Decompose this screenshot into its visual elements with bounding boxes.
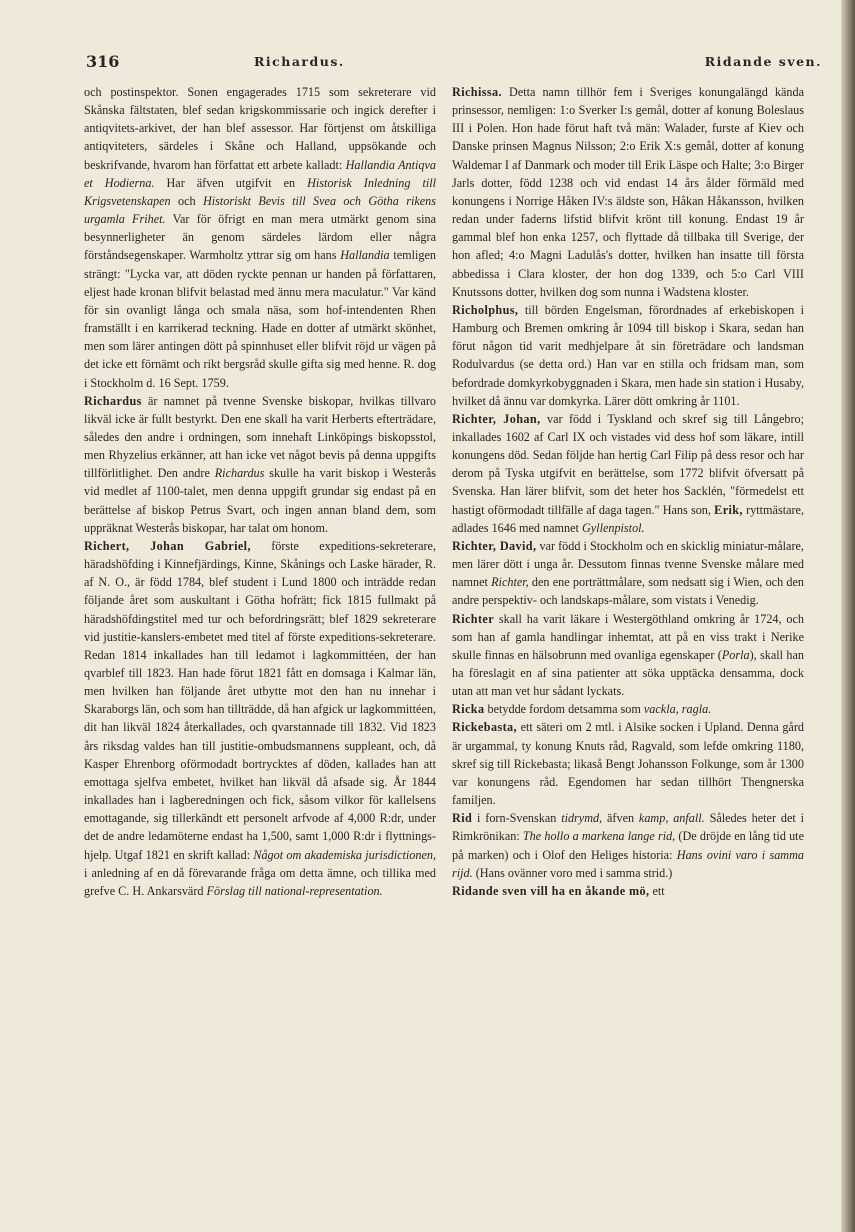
body-text: ryttmästare, adlades 1646 med namnet	[452, 502, 805, 535]
italic-text: Gyllenpistol.	[581, 520, 645, 535]
body-text: temligen strängt: "Lycka var, att döden ryckte pennan ur handen på författaren, eljest hade kronan blifvit belastad med ännu mera maculatur." Var känd för sin ovanligt långa och smala näsa, som hof-intendenten Rhen framställt i en karrikerad teckning. Hade en dotter af utmärkt skönhet, men som lärer antingen dött på spinnhuset eller blifvit röjd ur vägen på det icke ett förnämt och rikt bergsråd skulle gifta sig med henne. R. dog i Stockholm d. 16 Sept. 1759.	[84, 248, 436, 390]
entry-headword: Richter, Johan,	[452, 411, 541, 426]
right-running-head: Ridande sven.	[704, 54, 822, 69]
text-paragraph	[84, 392, 436, 537]
body-text: Detta namn tillhör fem i Sveriges konungalängd kända prinsessor, nemligen: 1:o Sverker I:s gemål, dotter af konung Boleslaus III i Polen. Hon hade förut haft två män: Walader, furste af Kiev och Danske prinsen Magnus Nilsson; 2:o Erik X:s gemål, dotter af konung Waldemar I af Danmark och moder till Erik Läspe och Halte; 3:o Birger Jarls dotter, född 1238 och vid endast 14 års ålder förmäld med konungens i Norrige Håken IV:s äldste son, Håkan Håkansson, hvilken redan under faderns lifstid blifvit krönt till konung. Endast 19 år gammal blef hon enka 1257, och flyttade då tillbaka till Sverige, der hon afled; 4:o Magni Ladulås's dotter, hvilken han insatte till första abbedissa i Clara kloster, der hon dog 1339, och 5:o Carl VIII Knutssons dotter, hvilken dog som nunna i Wadstena kloster.	[452, 85, 804, 299]
entry-headword: Richter, David,	[452, 538, 537, 553]
body-text: den ene porträttmålare, som nedsatt sig i Wien, och den andre perspektiv- och landskaps-målare, som vistats i Venedig.	[452, 575, 804, 608]
text-paragraph	[84, 537, 436, 900]
text-paragraph	[452, 809, 804, 882]
entry-headword: Ricka	[452, 702, 485, 717]
left-running-head: Richardus.	[254, 54, 345, 69]
entry-headword: Ridande sven vill ha en åkande mö,	[452, 883, 650, 898]
entry-headword: Rid	[452, 811, 473, 826]
italic-text: Richter,	[491, 575, 529, 590]
body-text: äfven	[602, 811, 639, 826]
body-text: ett säteri om 2 mtl. i Alsike socken i Upland. Denna gård är urgammal, ty konung Knuts råd, Ragvald, som lefde omkring 1180, skref sig till Rickebasta; likaså Bengt Johansson Folkunge, som år 1300 var konungens råd. Egendomen har sedan tillhört Thengnerska familjen.	[452, 720, 804, 808]
body-text: till börden Engelsman, förordnades af erkebiskopen i Hamburg och Bremen omkring år 1094 till biskop i Skara, sedan han förut någon tid varit medhjelpare åt sin företrädare och landsman Rodulvardus (se detta ord.) Han var en stilla och fridsam man, som befordrade domkyrkobyggnaden i Skara, men hade sin station i Husaby, hvilket då ännu var domkyrka. Lärer dött omkring år 1101.	[452, 302, 804, 408]
entry-headword: Richert, Johan Gabriel,	[84, 538, 251, 553]
italic-text: Richardus	[214, 466, 265, 481]
entry-headword: Richissa.	[452, 85, 502, 99]
entry-headword: Richolphus,	[452, 302, 519, 317]
italic-text: Hallandia Antiqva et Hodierna.	[84, 157, 436, 190]
italic-text: kamp, anfall.	[638, 811, 705, 826]
page-number: 316	[86, 52, 120, 71]
body-text: skulle ha varit biskop i Westerås vid medlet af 1100-talet, men denna uppgift grundar sig endast på en berättelse af biskop Petrus Svart, och ingen annan bland dem, som uppräknat Westerås biskopar, har talat om honom.	[84, 466, 436, 535]
entry-headword: Rickebasta,	[452, 720, 517, 735]
italic-text: Hallandia	[340, 248, 390, 263]
body-text: var född i Tyskland och skref sig till Långebro; inkallades 1602 af Carl IX och vistades vid dess hof som läkare, intill konungens död. Sedan följde han hertig Carl Filip på dess resor och har derom på Tyska utgifvit en berättelse, som 1772 blifvit öfversatt på Svenska. Han lärer blifvit, som det heter hos Sacklén, "förmedelst ett hastigt oförmodadt tillfälle af daga tagen." Hans son,	[452, 411, 804, 517]
entry-headword: Richardus	[84, 393, 142, 408]
body-text: i anledning af en då förevarande fråga om detta ämne, och tillika med grefve C. H. Ankarsvärd	[84, 865, 436, 898]
body-text: betydde fordom detsamma som	[484, 702, 644, 717]
italic-text: vackla, ragla.	[643, 702, 712, 717]
entry-headword: Richter	[452, 611, 495, 626]
italic-text: Förslag till national-representation.	[206, 883, 383, 898]
left-text-column	[84, 83, 436, 900]
body-text: ett	[649, 883, 665, 898]
body-text: är namnet på tvenne Svenske biskopar, hvilkas tillvaro likväl icke är fullt bestyrkt. Den ene skall ha varit Herberts efterträdare, således den andre i ordningen, som innehaft Linköpings biskopsstol, men Rhyzelius erkänner, att han icke vet något bevis på denna uppgifts tillförlitlighet. Den andre	[84, 393, 436, 481]
italic-text: tidrymd,	[561, 811, 603, 826]
entry-headword: Erik,	[714, 502, 743, 517]
body-text: i forn-Svenskan	[472, 811, 562, 826]
body-text: Således heter det i Rimkrönikan:	[452, 811, 804, 844]
body-text: Var för öfrigt en man mera utmärkt genom sina besynnerligheter än genom särdeles lärdom eller några förståndsegenskaper. Warmholtz yttrar sig om hans	[84, 212, 436, 263]
page-header	[86, 52, 822, 76]
text-paragraph	[452, 83, 804, 301]
body-text: Har äfven utgifvit en	[154, 175, 308, 190]
body-text: (De dröjde en lång tid ute på marken) och i Olof den Heliges historia:	[452, 829, 804, 862]
right-text-column	[452, 83, 804, 900]
body-text: skall ha varit läkare i Westergöthland omkring år 1724, och som han af gamla handlingar inhemtat, att på en viss trakt i Nerike skulle finnas en hälsobrunn med ovanliga egenskaper (	[452, 611, 804, 662]
italic-text: Historiskt Bevis till Svea och Götha rikens urgamla Frihet.	[84, 193, 436, 227]
text-paragraph	[452, 410, 804, 537]
italic-text: The hollo a markena lange rid,	[522, 829, 676, 844]
text-paragraph	[452, 700, 804, 718]
text-paragraph	[452, 537, 804, 610]
italic-text: Något om akademiska jurisdictionen,	[253, 847, 436, 862]
italic-text: Porla	[721, 647, 750, 662]
text-paragraph	[452, 718, 804, 809]
body-text: och	[170, 193, 203, 208]
text-paragraph	[452, 882, 804, 900]
text-paragraph	[84, 83, 436, 392]
body-text: ), skall han ha föreslagit en af sina patienter att söka upptäcka densamma, dock utan att man vet hur sådant lyckats.	[452, 647, 804, 699]
body-text: förste expeditions-sekreterare, häradshöfding i Kinnefjärdings, Kinne, Skånings och Laske härader, R. af N. O., är född 1784, blef student i Lund 1800 och inträdde redan följande året som auskultant i Götha hofrätt; fick 1815 fullmakt på häradshöfdingstitel med tur och befordringsrätt; blef 1829 sekreterare vid justitie-kanslers-embetet med titel af förste expeditions-sekreterare. Redan 1814 inkallades han till ledamot i lagkommittéen, der han qvarblef till 1823. Han hade förut 1821 fått en domsaga i Kalmar län, men hvilken han följande året utbytte mot den han nu innehar i Skaraborgs län, och som han tillträdde, då han afgick ur lagkommittéen, dit han likväl 1824 återkallades, och qvarstannade till 1832. Vid 1823 års riksdag valdes han till justitie-ombudsmannens suppleant, och, då Kasper Ehrenborg oförmodadt bortrycktes af döden, kallades han att emottaga sjelfva embetet, hvilket han likväl då afsade sig. År 1844 inkallades han i lagberedningen och fick, såsom vilkor för kallelsens emottagande, sig tillerkändt ett personelt arfvode af 4,000 R:dr, under det de andre ledamöterne endast ha 1,500, samt 1,000 R:dr i flyttnings-hjelp. Utgaf 1821 en skrift kallad:	[84, 538, 436, 862]
body-text: och postinspektor. Sonen engagerades 1715 som sekreterare vid Skånska fältstaten, blef sedan krigskommissarie och ingick derefter i antiqvitets-arkivet, der han blef assessor. Har förtjenst om åtskilliga antiqviteters, särdeles i Skåne och Halland, uppsökande och beskrifvande, hvarom han författat ett arbete kalladt:	[84, 85, 436, 172]
page-edge-shadow	[841, 0, 855, 1232]
text-paragraph	[452, 301, 804, 410]
italic-text: Hans ovini varo i samma rijd.	[452, 847, 804, 880]
italic-text: Historisk Inledning till Krigsvetenskapen	[84, 175, 436, 208]
body-text: var född i Stockholm och en skicklig miniatur-målare, men lärer dött i unga år. Dessutom finnas tvenne Svenske målare med namnet	[452, 538, 804, 590]
body-text: (Hans ovänner voro med i samma strid.)	[472, 865, 673, 880]
text-paragraph	[452, 610, 804, 701]
